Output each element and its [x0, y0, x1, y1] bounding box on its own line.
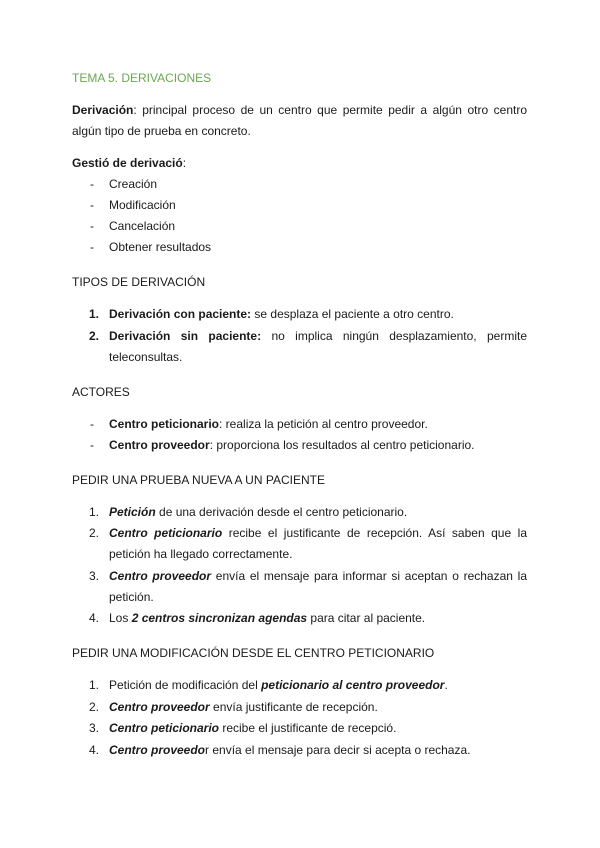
list-number: 2. [89, 526, 100, 540]
nueva-list [72, 502, 527, 630]
list-text: envía justificante de recepción. [209, 699, 378, 714]
list-text: para citar al paciente. [307, 611, 426, 625]
list-term: Petición [109, 504, 156, 519]
intro-term: Derivación [72, 103, 134, 117]
list-term: Derivación sin paciente: [109, 328, 262, 343]
list-item [72, 502, 527, 523]
list-text: . [444, 678, 448, 692]
section-heading-tipos: TIPOS DE DERIVACIÓN [72, 275, 206, 289]
actores-list [72, 414, 527, 456]
gestion-suffix: : [182, 156, 187, 170]
section-heading-nueva: PEDIR UNA PRUEBA NUEVA A UN PACIENTE [72, 472, 325, 487]
list-term: 2 centros sincronizan agendas [131, 611, 308, 625]
list-item [72, 414, 527, 435]
section-heading-actores: ACTORES [72, 384, 130, 399]
list-number: 3. [89, 568, 100, 583]
list-term: Centro peticionario [109, 416, 220, 431]
list-number: 2. [89, 328, 100, 343]
list-item: - Cancelación [72, 216, 527, 237]
list-number: 2. [89, 699, 100, 714]
list-item [72, 566, 527, 608]
list-item [72, 718, 527, 739]
list-term: Centro peticionario [109, 721, 220, 735]
list-number: 4. [89, 742, 100, 757]
list-term: Centro proveedo [109, 742, 206, 757]
document-page [72, 68, 527, 761]
list-number: 1. [89, 307, 100, 321]
list-term: Centro proveedor [109, 437, 210, 452]
intro-paragraph [72, 100, 527, 142]
list-item: - Modificación [72, 195, 527, 216]
document-title: TEMA 5. DERIVACIONES [72, 71, 212, 85]
list-text: no implica ningún desplazamiento, permite teleconsultas. [109, 328, 528, 364]
list-number: 1. [89, 678, 100, 692]
list-term: Centro proveedor [109, 699, 210, 714]
gestion-label: Gestió de derivació [72, 156, 183, 170]
list-text: : realiza la petición al centro proveedor. [219, 416, 428, 431]
list-item [72, 675, 527, 696]
intro-text: : principal proceso de un centro que permite pedir a algún otro centro algún tipo de prueba en concreto. [72, 103, 527, 138]
list-pre: Los [109, 611, 132, 625]
tipos-list [72, 304, 527, 368]
list-term: Derivación con paciente: [109, 307, 252, 321]
list-term: Centro peticionario [109, 526, 223, 540]
list-item [72, 608, 527, 629]
list-item [72, 523, 527, 565]
list-pre: Petición de modificación del [109, 678, 262, 692]
list-number: 3. [89, 721, 100, 735]
gestion-label-line [72, 153, 527, 174]
gestion-list [72, 174, 527, 258]
list-text: se desplaza el paciente a otro centro. [251, 307, 454, 321]
section-heading-modificacion: PEDIR UNA MODIFICACIÓN DESDE EL CENTRO PETICIONARIO [72, 646, 435, 660]
list-number: 1. [89, 504, 100, 519]
list-text: de una derivación desde el centro peticionario. [155, 504, 408, 519]
list-term: Centro proveedor [109, 568, 212, 583]
list-item: - Obtener resultados [72, 237, 527, 258]
list-number: 4. [89, 611, 100, 625]
list-text: recibe el justificante de recepció. [219, 721, 397, 735]
list-item [72, 435, 527, 456]
list-item [72, 740, 527, 761]
list-item [72, 304, 527, 325]
list-term: peticionario al centro proveedor [261, 678, 445, 692]
modificacion-list [72, 675, 527, 761]
list-text: envía el mensaje para informar si aceptan o rechazan la petición. [109, 568, 527, 604]
list-text: recibe el justificante de recepción. Así saben que la petición ha llegado correctamente. [109, 526, 528, 561]
list-text: : proporciona los resultados al centro peticionario. [209, 437, 475, 452]
list-item [72, 697, 527, 718]
list-item [72, 326, 527, 368]
list-item: - Creación [72, 174, 527, 195]
list-text: r envía el mensaje para decir si acepta o rechaza. [205, 742, 471, 757]
